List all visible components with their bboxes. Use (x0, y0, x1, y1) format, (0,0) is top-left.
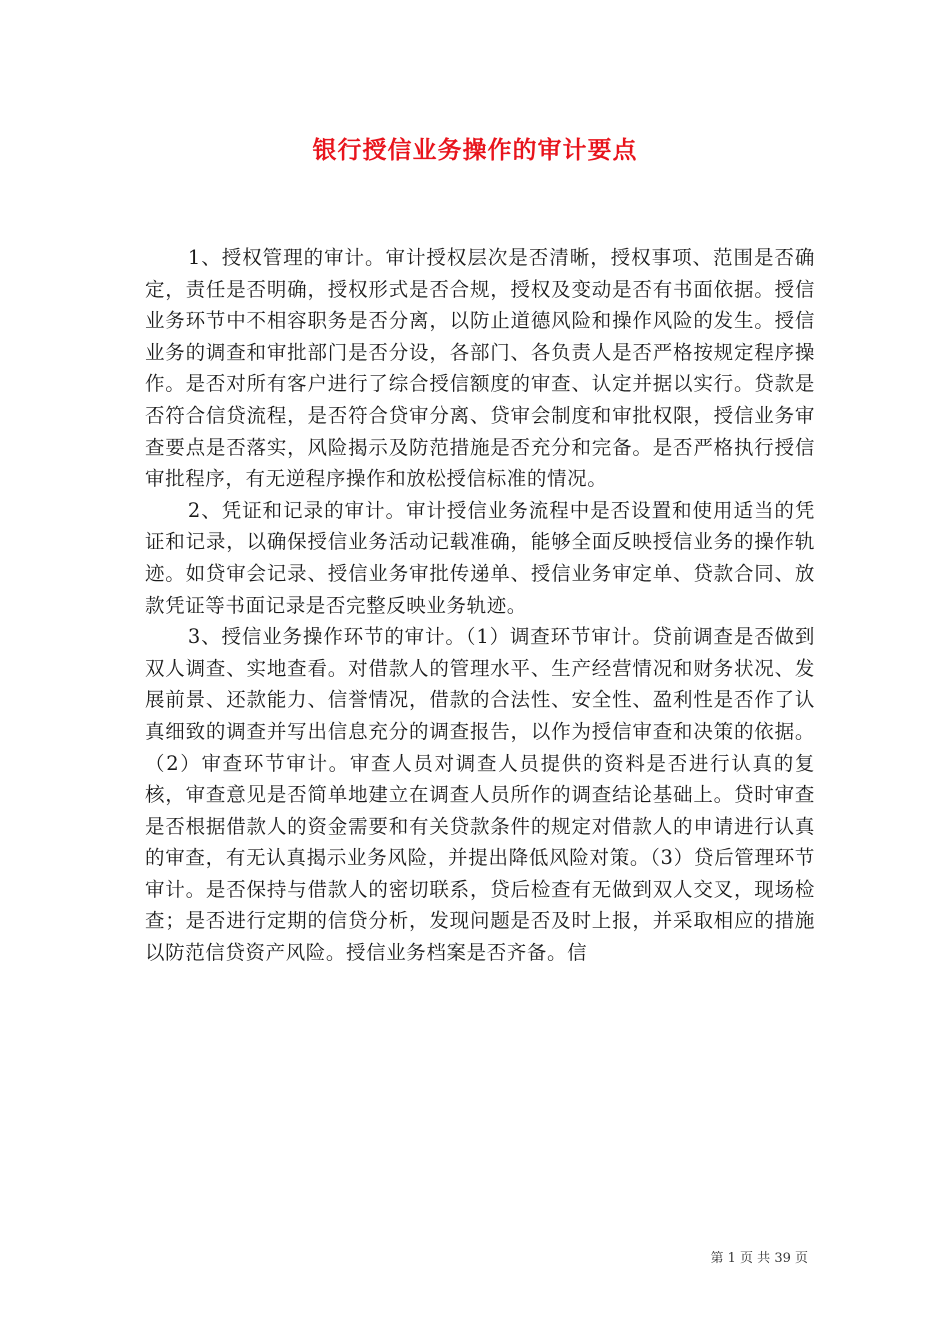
paragraph-2: 2、凭证和记录的审计。审计授信业务流程中是否设置和使用适当的凭证和记录，以确保授信业务活动记载准确，能够全面反映授信业务的操作轨迹。如贷审会记录、授信业务审批传递单、授信业务审定单、贷款合同、放款凭证等书面记录是否完整反映业务轨迹。 (145, 498, 815, 617)
document-body (145, 242, 815, 969)
paragraph-3: 3、授信业务操作环节的审计。（1）调查环节审计。贷前调查是否做到双人调查、实地查看。对借款人的管理水平、生产经营情况和财务状况、发展前景、还款能力、信誉情况，借款的合法性、安全性、盈利性是否作了认真细致的调查并写出信息充分的调查报告，以作为授信审查和决策的依据。（2）审查环节审计。审查人员对调查人员提供的资料是否进行认真的复核，审查意见是否简单地建立在调查人员所作的调查结论基础上。贷时审查是否根据借款人的资金需要和有关贷款条件的规定对借款人的申请进行认真的审查，有无认真揭示业务风险，并提出降低风险对策。（3）贷后管理环节审计。是否保持与借款人的密切联系，贷后检查有无做到双人交叉，现场检查；是否进行定期的信贷分析，发现问题是否及时上报，并采取相应的措施以防范信贷资产风险。授信业务档案是否齐备。信 (145, 625, 815, 965)
paragraph-1: 1、授权管理的审计。审计授权层次是否清晰，授权事项、范围是否确定，责任是否明确，授权形式是否合规，授权及变动是否有书面依据。授信业务环节中不相容职务是否分离，以防止道德风险和操作风险的发生。授信业务的调查和审批部门是否分设，各部门、各负责人是否严格按规定程序操作。是否对所有客户进行了综合授信额度的审查、认定并据以实行。贷款是否符合信贷流程，是否符合贷审分离、贷审会制度和审批权限，授信业务审查要点是否落实，风险揭示及防范措施是否充分和完备。是否严格执行授信审批程序，有无逆程序操作和放松授信标准的情况。 (145, 246, 815, 491)
page-number: 第 1 页 共 39 页 (710, 1251, 808, 1266)
document-title: 银行授信业务操作的审计要点 (312, 135, 638, 164)
